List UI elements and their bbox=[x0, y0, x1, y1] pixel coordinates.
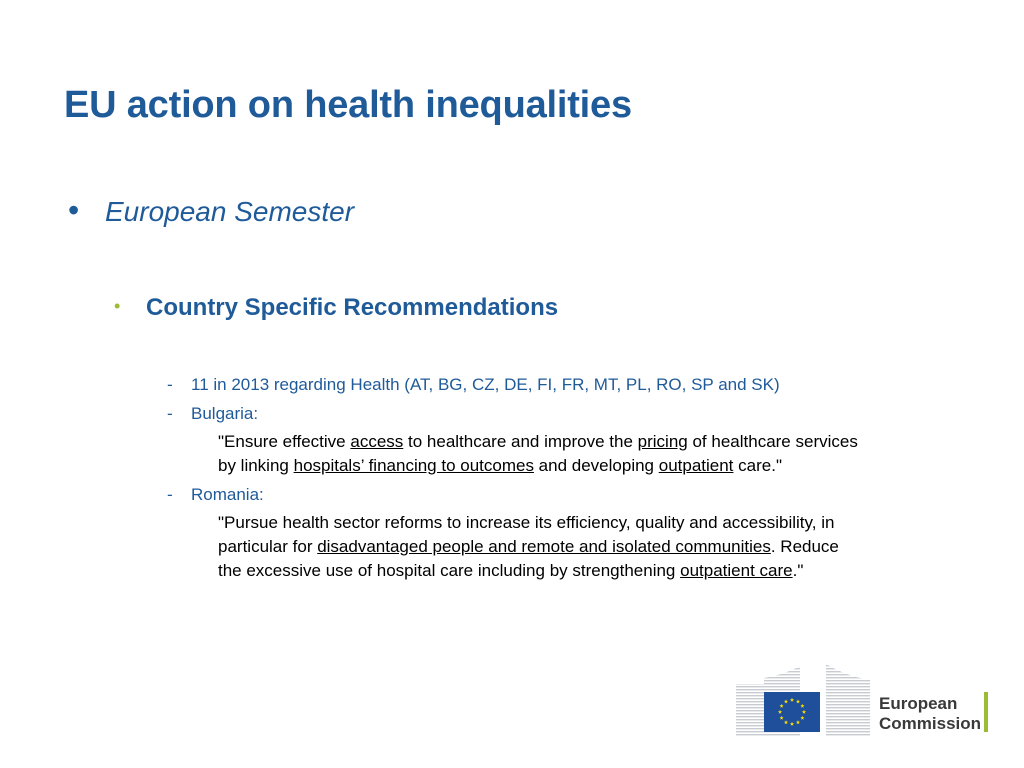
bullet-label: Country Specific Recommendations bbox=[146, 294, 559, 321]
quote-text: to healthcare and improve the bbox=[403, 432, 638, 451]
quote-underlined: pricing bbox=[637, 432, 688, 451]
quote-underlined: outpatient bbox=[658, 456, 734, 475]
bullet-dot-icon: • bbox=[114, 296, 121, 316]
slide-title: EU action on health inequalities bbox=[64, 84, 632, 126]
dash-marker: - bbox=[167, 375, 173, 394]
quote-underlined: outpatient care bbox=[680, 561, 793, 580]
quote-text: particular for bbox=[218, 537, 318, 556]
quote-line bbox=[218, 559, 839, 583]
bullet-dot-icon: • bbox=[68, 192, 80, 228]
bullet-label: European Semester bbox=[105, 196, 355, 227]
list-item-text: Bulgaria: bbox=[191, 404, 259, 423]
quote-text: by linking bbox=[218, 456, 294, 475]
quote-line bbox=[218, 454, 858, 478]
romania-quote bbox=[218, 511, 839, 583]
quote-text: ." bbox=[792, 561, 804, 580]
list-item-text: Romania: bbox=[191, 485, 264, 504]
quote-text: . Reduce bbox=[770, 537, 839, 556]
dash-marker: - bbox=[167, 404, 173, 423]
quote-text: of healthcare services bbox=[687, 432, 858, 451]
quote-line bbox=[218, 430, 858, 454]
quote-text: "Ensure effective bbox=[218, 432, 351, 451]
bulgaria-quote bbox=[218, 430, 858, 478]
quote-line bbox=[218, 535, 839, 559]
quote-text: "Pursue health sector reforms to increase its efficiency, quality and accessibility, in bbox=[218, 513, 835, 532]
quote-text: care." bbox=[733, 456, 782, 475]
quote-text: and developing bbox=[533, 456, 659, 475]
dash-marker: - bbox=[167, 485, 173, 504]
quote-underlined: disadvantaged people and remote and isolated communities bbox=[317, 537, 771, 556]
logo-line-1: European bbox=[879, 694, 958, 713]
quote-line bbox=[218, 511, 839, 535]
logo-text bbox=[879, 694, 981, 734]
list-item-text: 11 in 2013 regarding Health (AT, BG, CZ, DE, FI, FR, MT, PL, RO, SP and SK) bbox=[191, 375, 780, 394]
logo-line-2: Commission bbox=[879, 714, 982, 733]
quote-underlined: access bbox=[350, 432, 404, 451]
quote-text: the excessive use of hospital care including by strengthening bbox=[218, 561, 681, 580]
logo-accent-bar bbox=[984, 692, 988, 732]
quote-underlined: hospitals’ financing to outcomes bbox=[293, 456, 534, 475]
eu-flag-icon bbox=[764, 692, 820, 732]
